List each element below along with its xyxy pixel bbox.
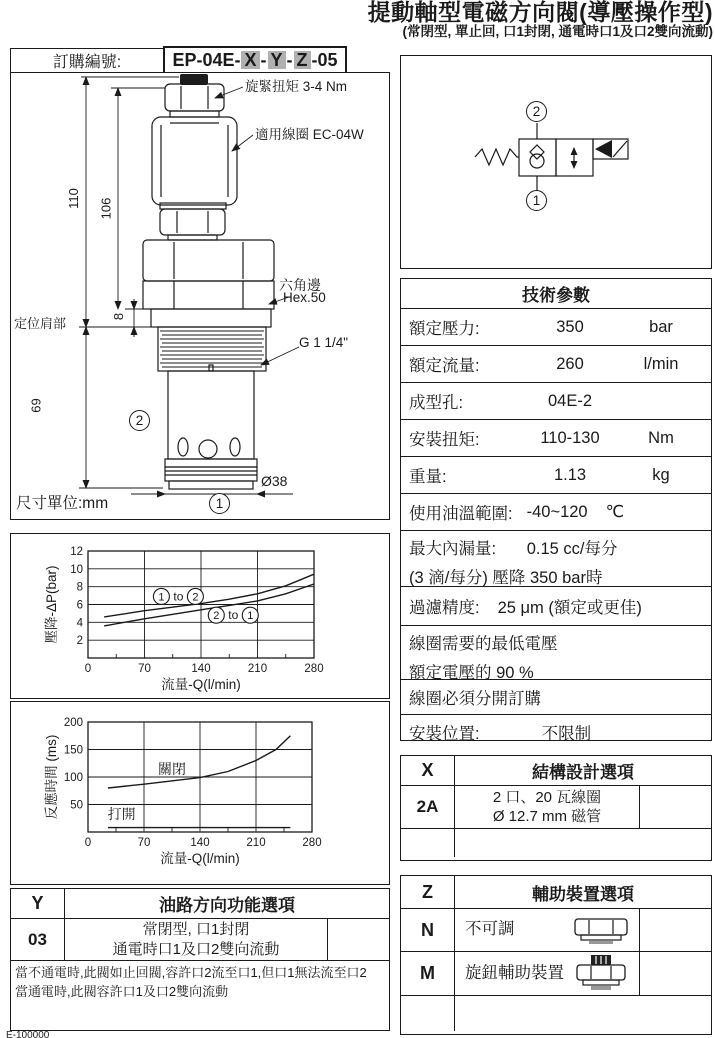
- svg-text:210: 210: [247, 663, 268, 675]
- table-row: [401, 714, 711, 749]
- svg-text:to: to: [228, 608, 239, 623]
- z-code-header: Z: [401, 876, 455, 908]
- y-code-header: Y: [11, 889, 65, 918]
- order-number-label-text: 訂購編號:: [52, 54, 122, 71]
- order-code-prefix: EP-04E-: [172, 49, 241, 70]
- svg-text:100: 100: [63, 772, 83, 784]
- port-2-marker: 2: [129, 410, 150, 431]
- option-desc-line: 2 口、20 瓦線圈: [492, 788, 602, 806]
- svg-text:流量-Q(l/min): 流量-Q(l/min): [160, 851, 240, 866]
- diameter-label: Ø38: [261, 473, 288, 489]
- svg-text:反應時間 (ms): 反應時間 (ms): [44, 734, 59, 820]
- svg-text:140: 140: [190, 837, 210, 849]
- page-title: 提動軸型電磁方向閥(導壓操作型): [367, 0, 713, 25]
- order-code-sep: -: [260, 49, 267, 70]
- svg-text:50: 50: [70, 799, 83, 812]
- svg-text:壓降-ΔP(bar): 壓降-ΔP(bar): [44, 565, 59, 644]
- torque-label: 旋緊扭矩 3-4 Nm: [245, 79, 348, 94]
- y-table-title: 油路方向功能選項: [159, 896, 295, 915]
- thread-label: G 1 1/4": [299, 335, 349, 350]
- response-time-chart: [11, 702, 387, 881]
- table-row: [401, 456, 711, 493]
- function-note: [11, 961, 389, 1005]
- param-label: 過濾精度:: [409, 599, 480, 617]
- option-desc: [65, 919, 327, 960]
- svg-text:280: 280: [302, 837, 322, 849]
- dim-69: 69: [28, 398, 44, 413]
- svg-text:打開: 打開: [107, 805, 136, 822]
- empty-cell: [639, 786, 711, 828]
- tech-params-table: [400, 278, 712, 741]
- option-code: 03: [11, 919, 65, 960]
- z-options-table: [400, 875, 712, 1035]
- option-desc-line: Ø 12.7 mm 磁管: [492, 808, 602, 825]
- table-row: [401, 308, 711, 345]
- empty-cell: [639, 952, 711, 995]
- svg-text:140: 140: [191, 663, 211, 675]
- svg-text:to: to: [173, 589, 184, 604]
- param-label: 線圈需要的最低電壓: [409, 635, 558, 653]
- param-value: 350: [556, 317, 584, 336]
- empty-row: [401, 996, 711, 1031]
- param-label: 重量:: [409, 468, 447, 486]
- valve-drawing-panel: [10, 72, 390, 520]
- param-unit: ℃: [605, 503, 625, 521]
- param-unit: l/min: [643, 354, 679, 373]
- param-value: 1.13: [553, 465, 587, 484]
- tech-params-title: 技術參數: [522, 286, 590, 305]
- order-number-label: [10, 48, 164, 73]
- hydraulic-symbol-diagram: [401, 56, 709, 266]
- svg-text:關閉: 關閉: [158, 760, 186, 777]
- param-unit: Nm: [648, 428, 674, 447]
- table-row: [401, 952, 711, 996]
- order-code-y-badge: Y: [268, 51, 286, 70]
- option-desc: [455, 786, 639, 828]
- svg-text:1: 1: [247, 610, 254, 623]
- option-desc: [455, 909, 639, 951]
- symbol-port-2: 2: [526, 101, 547, 122]
- option-desc-line: 旋鈕輔助裝置: [465, 963, 564, 982]
- order-code-x-badge: X: [241, 51, 259, 70]
- svg-text:210: 210: [246, 837, 266, 849]
- response-time-chart-panel: [10, 701, 390, 885]
- param-value: 110-130: [540, 428, 600, 447]
- hex-plug-icon: [569, 917, 633, 945]
- svg-text:2: 2: [76, 635, 83, 648]
- svg-text:6: 6: [76, 599, 83, 612]
- x-table-title: 結構設計選項: [532, 763, 634, 782]
- option-desc: [455, 952, 639, 995]
- note-line: 當不通電時,此閥如止回閥,容許口2流至口1,但口1無法流至口2: [15, 965, 367, 980]
- option-desc-line: 常閉型, 口1封閉: [142, 921, 250, 938]
- table-row: [401, 345, 711, 382]
- coil-label: 適用線圈 EC-04W: [255, 127, 364, 142]
- table-header: [401, 876, 711, 909]
- doc-code: E-100000: [6, 1030, 50, 1038]
- pressure-drop-chart: [11, 534, 387, 696]
- table-row: [401, 786, 711, 829]
- svg-text:4: 4: [76, 617, 83, 630]
- table-row: [401, 419, 711, 456]
- param-unit: kg: [652, 465, 670, 484]
- hex-label-en: Hex.50: [283, 290, 326, 305]
- shoulder-label: 定位肩部: [14, 316, 67, 331]
- table-row: [401, 679, 711, 714]
- svg-text:8: 8: [76, 581, 83, 594]
- param-value: 不限制: [541, 725, 592, 743]
- dim-106: 106: [98, 197, 114, 220]
- table-row: [401, 493, 711, 530]
- svg-text:0: 0: [84, 663, 92, 675]
- order-code-sep: -: [286, 49, 293, 70]
- option-code: N: [401, 909, 455, 951]
- param-note: (3 滴/每分) 壓降 350 bar時: [409, 569, 603, 587]
- option-desc-line: 不可調: [465, 920, 515, 939]
- svg-text:2: 2: [192, 591, 199, 604]
- page-subtitle: (常閉型, 單止回, 口1封閉, 通電時口1及口2雙向流動): [402, 24, 713, 40]
- svg-text:0: 0: [84, 837, 92, 849]
- symbol-port-1: 1: [526, 190, 547, 211]
- param-label: 額定壓力:: [409, 320, 480, 338]
- svg-text:70: 70: [137, 837, 151, 849]
- table-row: [401, 530, 711, 586]
- option-code: 2A: [401, 786, 455, 828]
- hex-label-cn: 六角邊: [279, 277, 321, 293]
- param-label: 安裝扭矩:: [409, 431, 480, 449]
- dim-8: 8: [111, 312, 127, 321]
- table-row: [401, 625, 711, 682]
- param-label: 成型孔:: [409, 394, 464, 412]
- table-row: [401, 909, 711, 952]
- option-code: M: [401, 952, 455, 995]
- x-code-header: X: [401, 756, 455, 785]
- pressure-drop-chart-panel: [10, 533, 390, 699]
- empty-cell: [401, 829, 455, 857]
- param-unit: bar: [649, 317, 673, 336]
- param-value: 04E-2: [547, 391, 593, 410]
- dim-110: 110: [65, 188, 81, 209]
- note-line: 當通電時,此閥容許口1及口2雙向流動: [15, 983, 229, 999]
- param-value: 0.15 cc/每分: [526, 540, 618, 558]
- order-code: [163, 46, 347, 74]
- param-note: 額定電壓的 90 %: [409, 664, 534, 682]
- param-label: 額定流量:: [409, 357, 480, 375]
- z-table-title: 輔助裝置選項: [532, 884, 634, 904]
- table-row: [401, 382, 711, 419]
- param-label: 使用油溫範圍:: [409, 505, 513, 523]
- option-desc-line: 通電時口1及口2雙向流動: [112, 940, 280, 958]
- knob-icon: [569, 955, 633, 993]
- svg-text:2: 2: [213, 610, 220, 623]
- param-label: 線圈必須分開訂購: [409, 690, 541, 708]
- svg-text:流量-Q(l/min): 流量-Q(l/min): [161, 677, 241, 692]
- svg-text:12: 12: [70, 546, 83, 558]
- table-header: [401, 756, 711, 786]
- table-header: [11, 889, 389, 919]
- title-block: [368, 0, 713, 39]
- empty-cell: [639, 909, 711, 951]
- svg-text:70: 70: [138, 663, 151, 675]
- empty-cell: [327, 919, 389, 960]
- param-label: 安裝位置:: [409, 725, 480, 743]
- units-note: 尺寸單位:mm: [16, 495, 109, 512]
- param-value: -40~120: [526, 502, 588, 521]
- hydraulic-symbol-panel: [400, 55, 712, 269]
- svg-text:200: 200: [63, 717, 83, 729]
- svg-text:150: 150: [63, 744, 83, 757]
- svg-text:1: 1: [158, 591, 165, 604]
- x-options-table: [400, 755, 712, 861]
- order-code-z-badge: Z: [294, 51, 311, 70]
- port-1-marker: 1: [209, 493, 230, 514]
- table-row: [11, 919, 389, 961]
- empty-row: [401, 829, 711, 857]
- svg-text:280: 280: [304, 663, 324, 675]
- empty-cell: [401, 996, 455, 1031]
- param-value: 25 μm (額定或更佳): [497, 599, 642, 617]
- order-code-suffix: -05: [311, 49, 338, 70]
- param-value: 260: [556, 354, 584, 373]
- svg-text:10: 10: [70, 563, 83, 576]
- table-row: [401, 586, 711, 625]
- y-options-table: [10, 888, 390, 1031]
- param-label: 最大內漏量:: [409, 540, 497, 558]
